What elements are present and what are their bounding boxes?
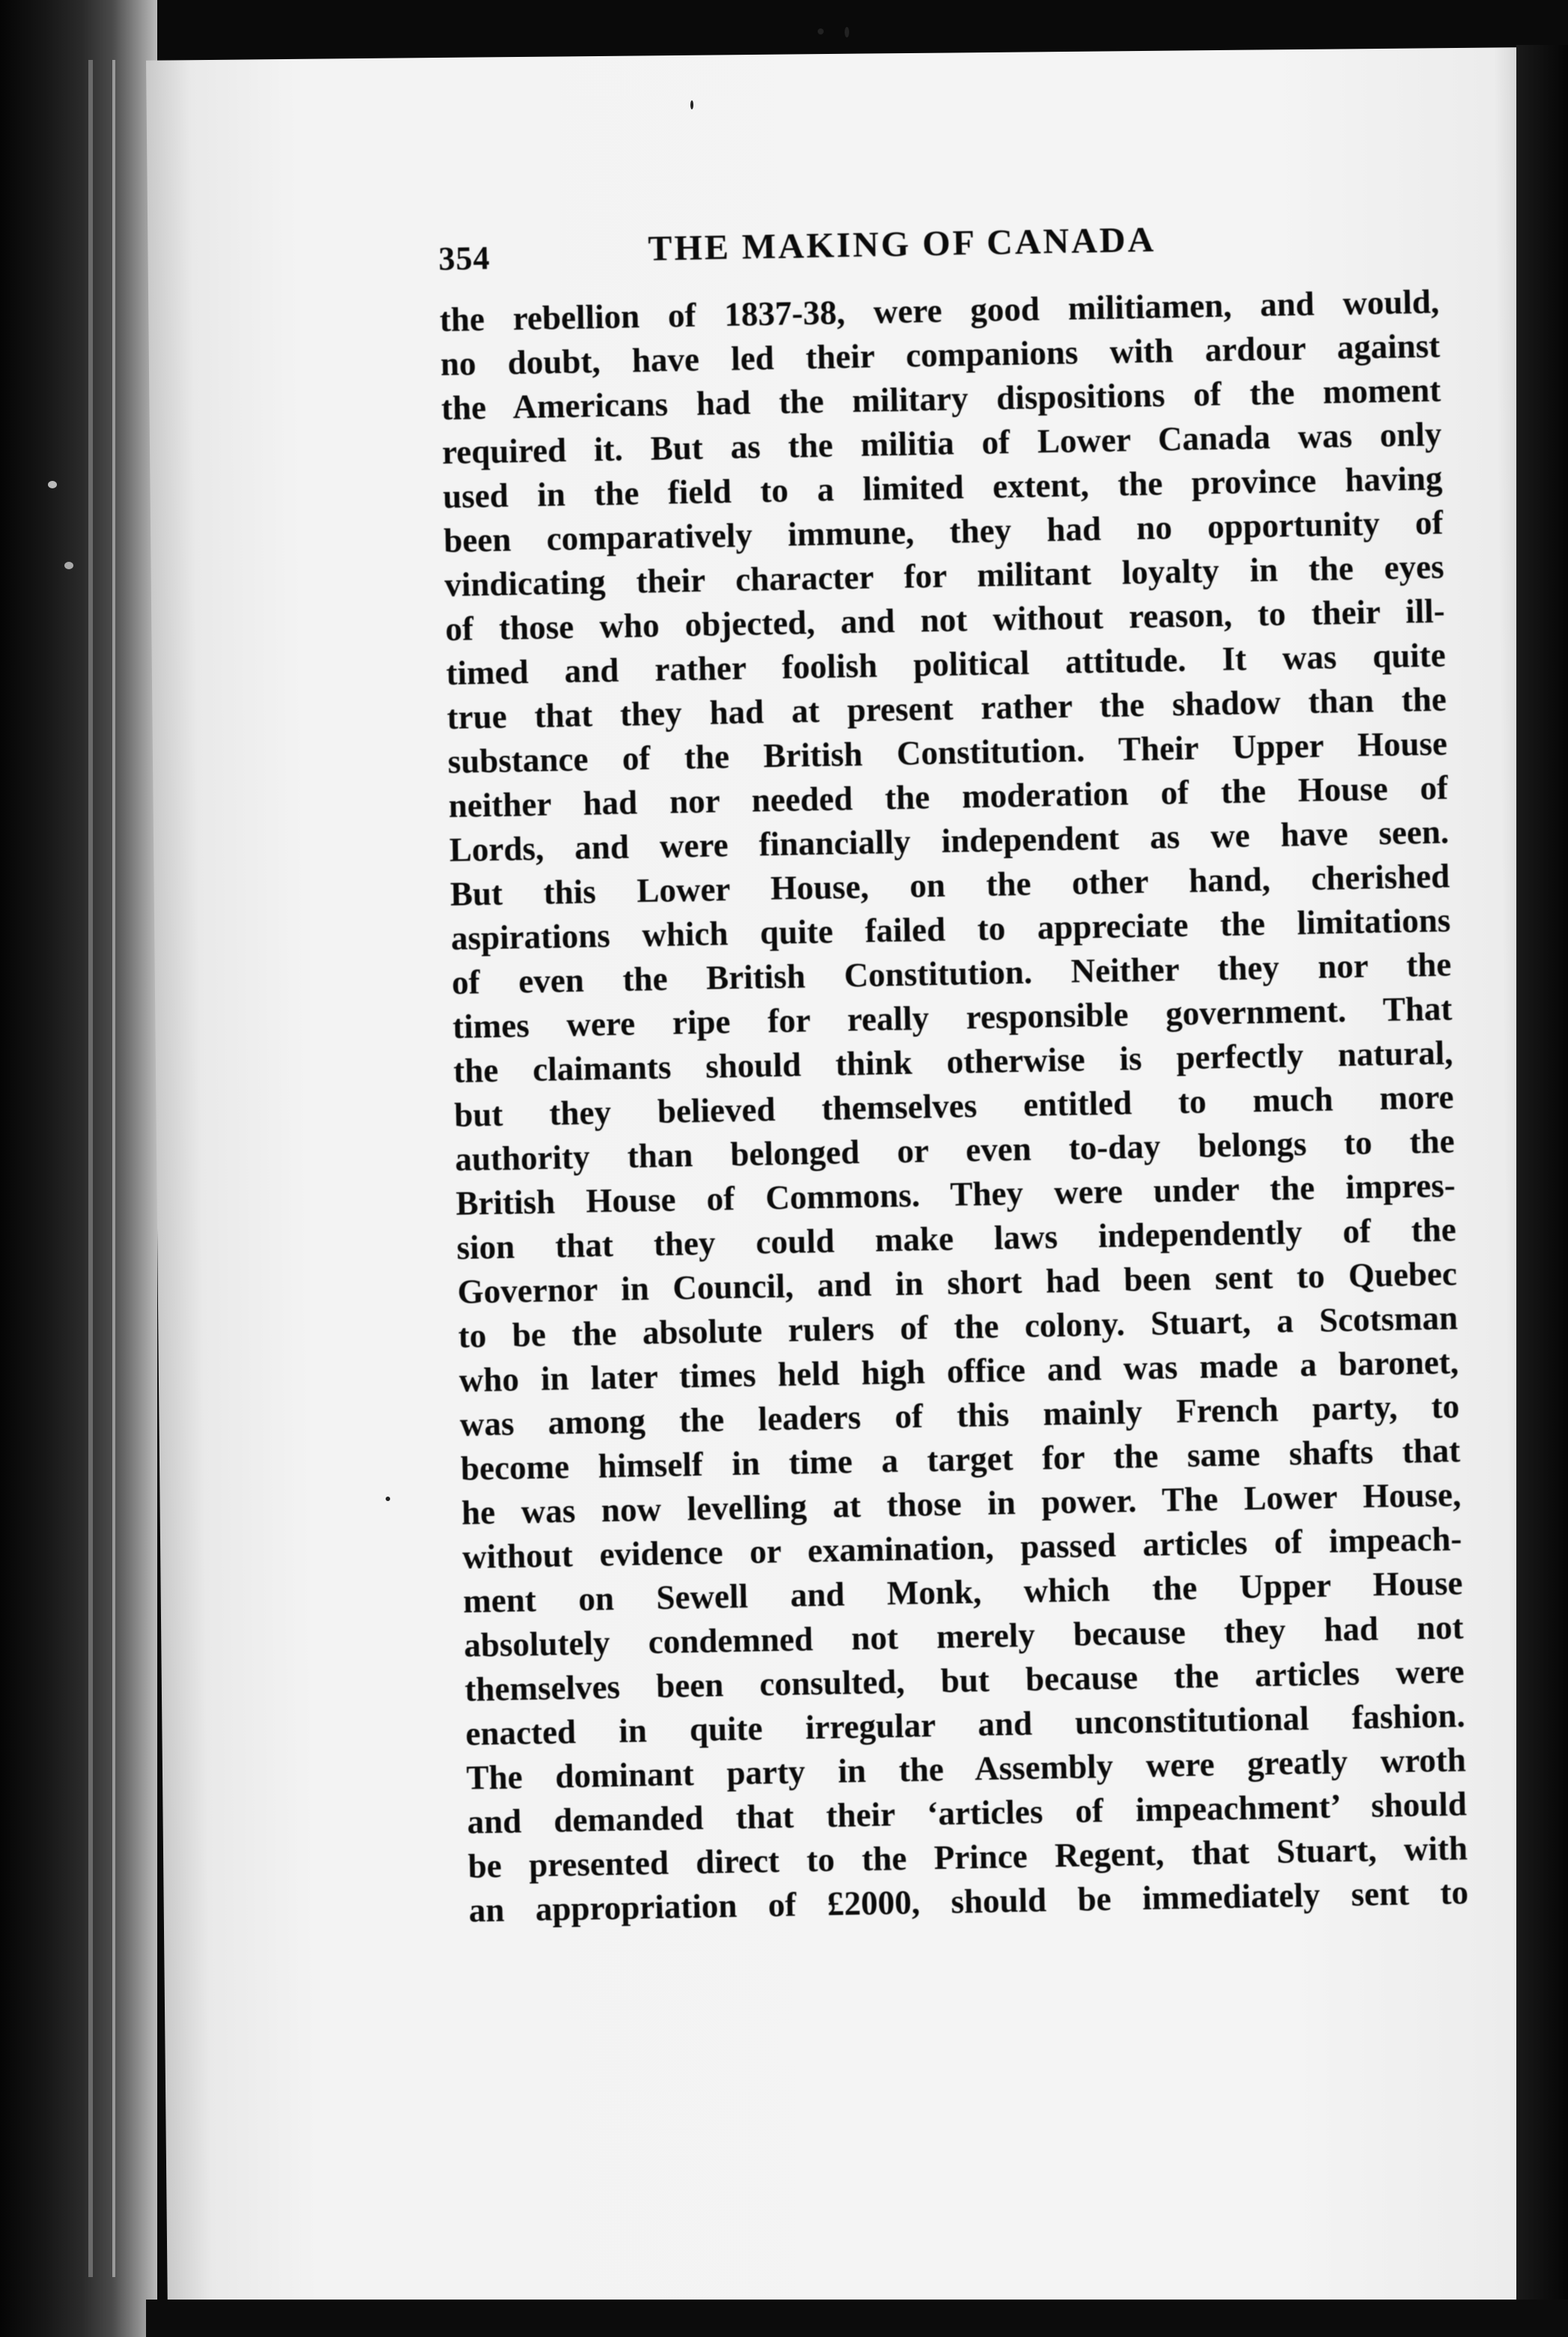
text-line: to be the absolute rulers of the colony. Stuart, a Scotsman — [458, 1299, 1459, 1355]
text-line: substance of the British Constitution. Their Upper House — [447, 724, 1448, 780]
text-line: timed and rather foolish political attitude. It was quite — [446, 636, 1447, 692]
page-bottom-edge — [146, 2300, 1568, 2337]
page-right-edge — [1516, 45, 1568, 2337]
text-line: been comparatively immune, they had no opportunity of — [443, 503, 1444, 560]
text-line: sion that they could make laws independently of the — [456, 1210, 1457, 1267]
text-line: authority than belonged or even to-day belongs to the — [455, 1122, 1455, 1178]
text-line: of even the British Constitution. Neither they nor the — [451, 945, 1452, 1001]
text-line: But this Lower House, on the other hand, cherished — [449, 857, 1450, 913]
dust-speck — [64, 562, 73, 569]
text-line: British House of Commons. They were under the impres- — [455, 1166, 1456, 1222]
text-line: vindicating their character for militant loyalty in the eyes — [444, 548, 1444, 604]
text-line: the rebellion of 1837-38, were good militiamen, and would, — [439, 282, 1440, 339]
text-line: was among the leaders of this mainly French party, to — [459, 1387, 1460, 1443]
dust-speck — [818, 28, 824, 34]
text-line: The dominant party in the Assembly were greatly wroth — [466, 1741, 1467, 1797]
text-line: ment on Sewell and Monk, which the Upper House — [463, 1564, 1463, 1620]
book-binding — [0, 0, 157, 2337]
body-text — [440, 280, 1469, 1933]
text-line: used in the field to a limited extent, the province having — [443, 459, 1443, 515]
text-line: of those who objected, and not without reason, to their ill- — [445, 592, 1445, 648]
text-line: required it. But as the militia of Lower Canada was only — [441, 415, 1442, 471]
binding-line — [112, 60, 115, 2277]
text-line: Governor in Council, and in short had been sent to Quebec — [457, 1255, 1458, 1311]
text-line: themselves been consulted, but because the articles were — [464, 1652, 1465, 1709]
text-line: the Americans had the military dispositions of the moment — [440, 371, 1441, 427]
dust-speck — [48, 481, 57, 488]
page-number: 354 — [438, 239, 491, 277]
text-line: who in later times held high office and was made a baronet, — [458, 1343, 1459, 1399]
text-line: neither had nor needed the moderation of the House of — [448, 769, 1449, 825]
text-line: times were ripe for really responsible government. That — [452, 989, 1453, 1046]
text-line: an appropriation of £2000, should be immediately sent to — [468, 1873, 1469, 1930]
page-text-block — [438, 214, 1468, 1933]
dust-speck — [386, 1497, 390, 1501]
text-line: be presented direct to the Prince Regent, that Stuart, with — [467, 1829, 1468, 1885]
text-line: absolutely condemned not merely because they had not — [464, 1608, 1464, 1664]
text-line: Lords, and were financially independent as we have seen. — [449, 813, 1450, 869]
running-head: THE MAKING OF CANADA — [647, 219, 1157, 269]
text-line: no doubt, have led their companions with ardour against — [440, 327, 1441, 383]
text-line: he was now levelling at those in power. The Lower House, — [461, 1476, 1462, 1532]
text-line: and demanded that their ‘articles of impeachment’ should — [467, 1785, 1468, 1841]
text-line: but they believed themselves entitled to much more — [454, 1078, 1454, 1134]
binding-line — [88, 60, 93, 2277]
text-line: aspirations which quite failed to appreciate the limitations — [450, 901, 1451, 957]
text-line: enacted in quite irregular and unconstitutional fashion. — [465, 1697, 1465, 1753]
dust-speck — [845, 27, 849, 37]
text-line: true that they had at present rather the shadow than the — [446, 680, 1447, 736]
text-line: without evidence or examination, passed articles of impeach- — [461, 1520, 1462, 1576]
dust-speck — [690, 100, 693, 109]
text-line: the claimants should think otherwise is perfectly natural, — [453, 1034, 1453, 1090]
text-line: become himself in time a target for the same shafts that — [460, 1431, 1461, 1488]
